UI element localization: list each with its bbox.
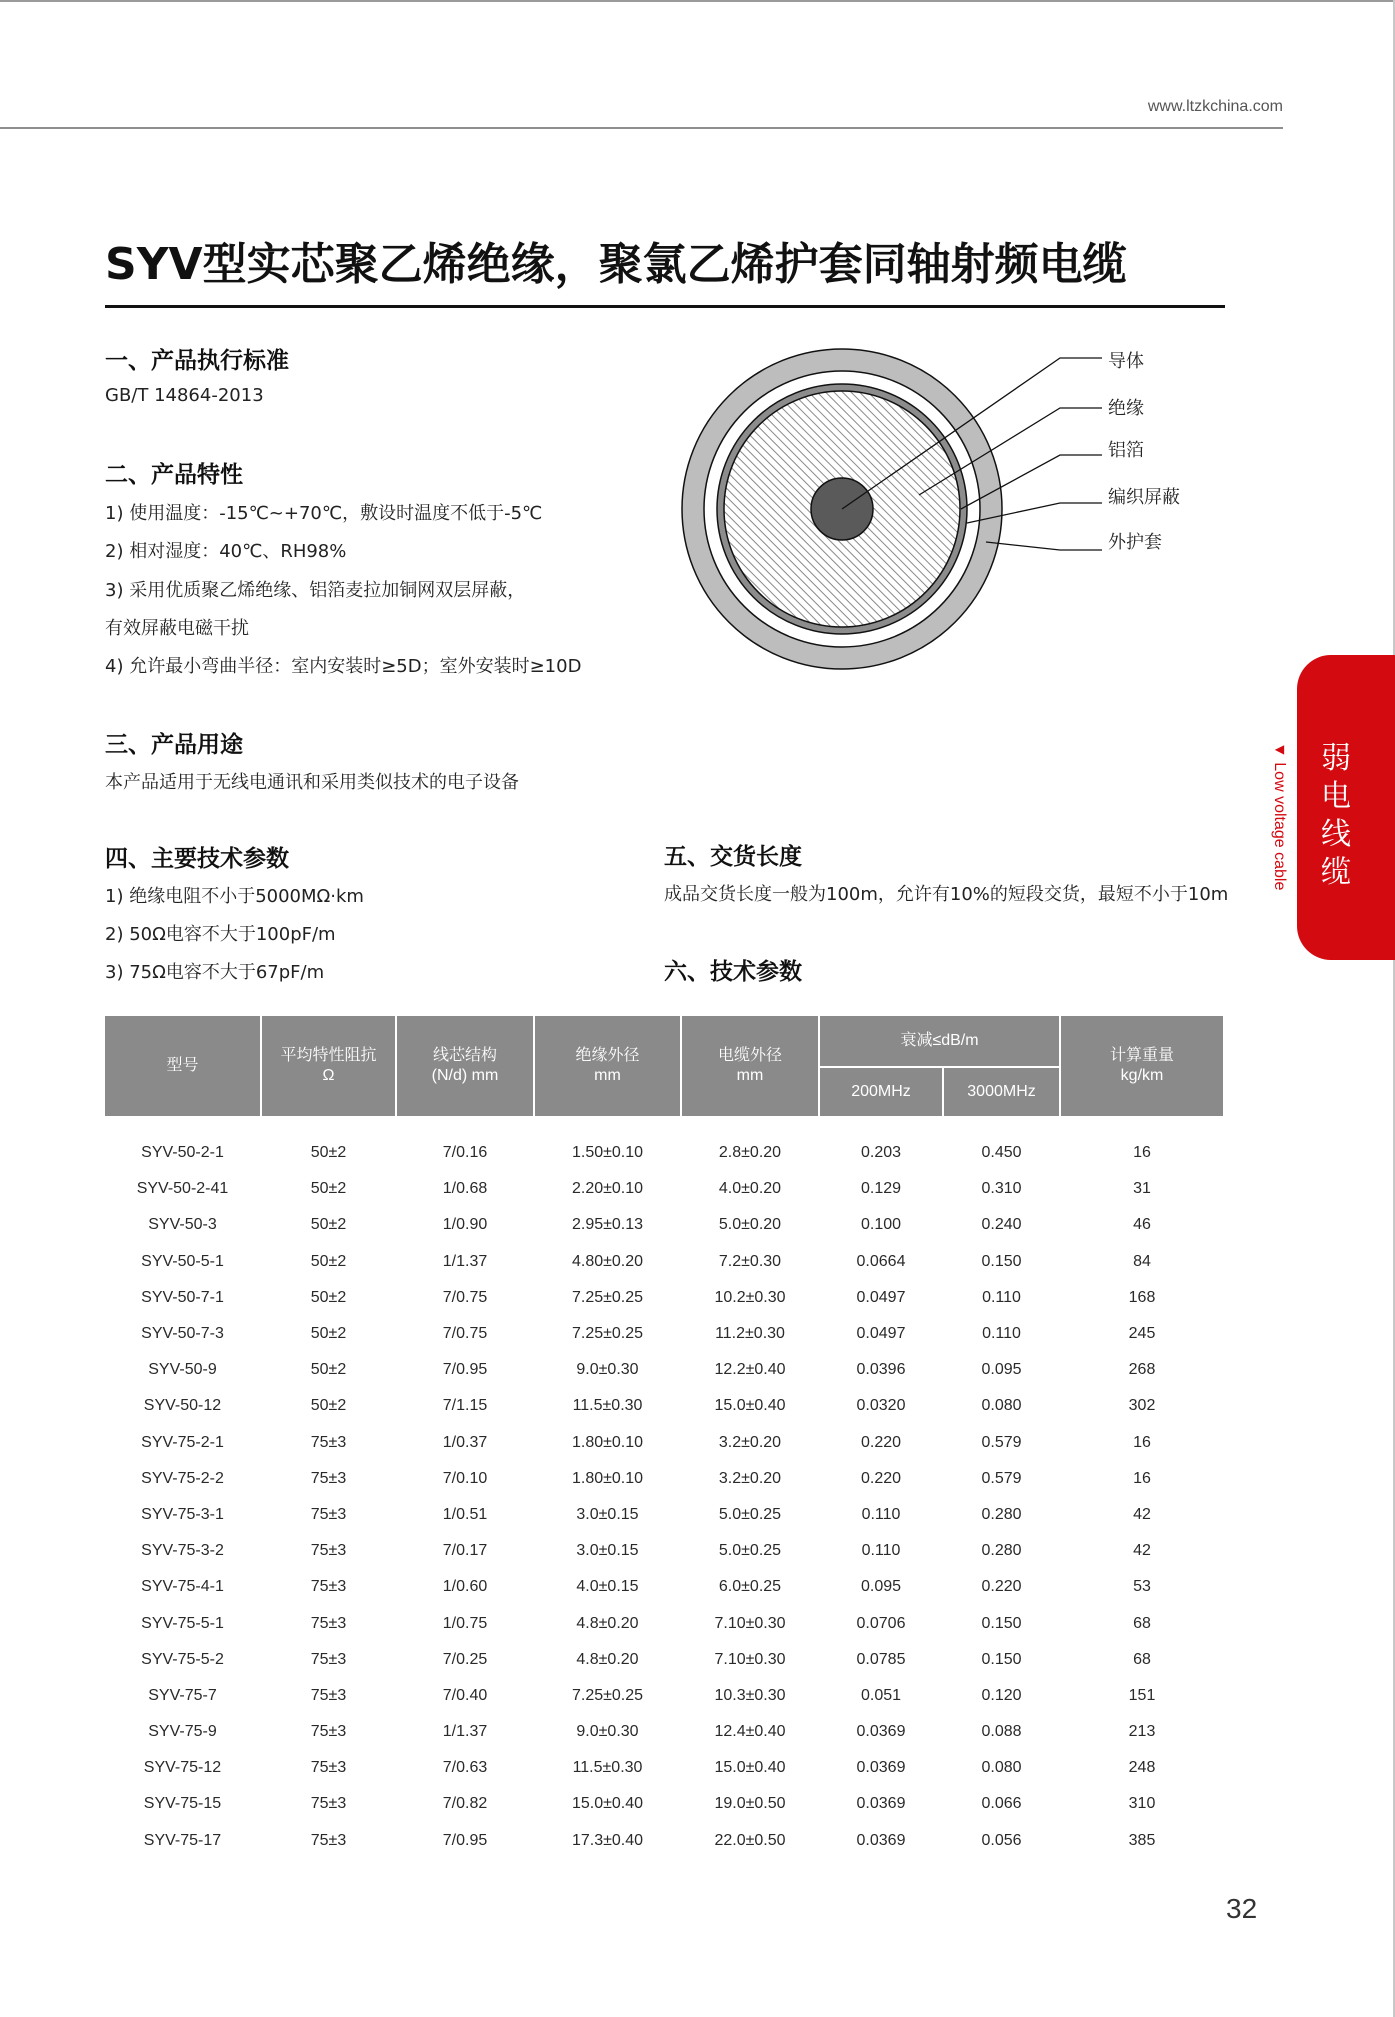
cell-impedance: 75±3 <box>262 1751 397 1787</box>
label-braid-shield: 编织屏蔽 <box>1108 487 1180 508</box>
cell-weight: 151 <box>1061 1679 1223 1715</box>
cell-insulation-od: 3.0±0.15 <box>535 1498 682 1534</box>
cell-impedance: 75±3 <box>262 1462 397 1498</box>
cell-weight: 310 <box>1061 1787 1223 1823</box>
cell-atten-3000: 0.056 <box>944 1824 1061 1860</box>
cell-model: SYV-50-9 <box>105 1353 262 1389</box>
cell-impedance: 50±2 <box>262 1136 397 1172</box>
cell-conductor: 7/0.82 <box>397 1787 535 1823</box>
cell-atten-3000: 0.080 <box>944 1389 1061 1425</box>
cell-insulation-od: 4.80±0.20 <box>535 1245 682 1281</box>
cell-atten-3000: 0.095 <box>944 1353 1061 1389</box>
cell-conductor: 1/0.37 <box>397 1426 535 1462</box>
cell-atten-3000: 0.088 <box>944 1715 1061 1751</box>
cell-atten-200: 0.110 <box>820 1534 944 1570</box>
cell-cable-od: 19.0±0.50 <box>682 1787 820 1823</box>
cell-impedance: 75±3 <box>262 1498 397 1534</box>
cell-atten-200: 0.100 <box>820 1208 944 1244</box>
table-row <box>105 1787 1223 1823</box>
cell-atten-3000: 0.120 <box>944 1679 1061 1715</box>
feature-line-3: 3) 采用优质聚乙烯绝缘、铝箔麦拉加铜网双层屏蔽， <box>105 580 526 601</box>
table-row <box>105 1824 1223 1860</box>
cell-cable-od: 4.0±0.20 <box>682 1172 820 1208</box>
table-row <box>105 1679 1223 1715</box>
cell-atten-3000: 0.220 <box>944 1570 1061 1606</box>
cell-atten-3000: 0.150 <box>944 1606 1061 1642</box>
cell-cable-od: 10.3±0.30 <box>682 1679 820 1715</box>
cell-model: SYV-75-5-1 <box>105 1606 262 1642</box>
cell-model: SYV-50-2-41 <box>105 1172 262 1208</box>
cell-cable-od: 5.0±0.25 <box>682 1534 820 1570</box>
cell-atten-200: 0.0369 <box>820 1787 944 1823</box>
cell-weight: 168 <box>1061 1281 1223 1317</box>
cell-insulation-od: 7.25±0.25 <box>535 1281 682 1317</box>
table-row <box>105 1643 1223 1679</box>
header-attenuation: 衰减≤dB/m <box>820 1016 1061 1068</box>
cell-cable-od: 10.2±0.30 <box>682 1281 820 1317</box>
cell-insulation-od: 9.0±0.30 <box>535 1353 682 1389</box>
cell-model: SYV-75-3-1 <box>105 1498 262 1534</box>
cell-atten-3000: 0.280 <box>944 1534 1061 1570</box>
header-3000mhz: 3000MHz <box>944 1068 1061 1118</box>
table-row <box>105 1462 1223 1498</box>
cell-atten-3000: 0.450 <box>944 1136 1061 1172</box>
cell-model: SYV-50-7-3 <box>105 1317 262 1353</box>
header-rule <box>0 127 1283 129</box>
cable-cross-section-diagram <box>660 330 1260 690</box>
page-title: SYV型实芯聚乙烯绝缘，聚氯乙烯护套同轴射频电缆 <box>105 239 1127 290</box>
cell-atten-3000: 0.579 <box>944 1462 1061 1498</box>
cell-conductor: 7/0.95 <box>397 1824 535 1860</box>
category-label-cn: 弱电线缆 <box>1321 741 1351 890</box>
feature-line-4: 4) 允许最小弯曲半径：室内安装时≥5D；室外安装时≥10D <box>105 656 582 677</box>
cell-atten-200: 0.220 <box>820 1462 944 1498</box>
cell-atten-3000: 0.080 <box>944 1751 1061 1787</box>
cell-cable-od: 11.2±0.30 <box>682 1317 820 1353</box>
header-model: 型号 <box>105 1016 262 1118</box>
cell-model: SYV-75-2-2 <box>105 1462 262 1498</box>
cell-cable-od: 12.2±0.40 <box>682 1353 820 1389</box>
cell-insulation-od: 9.0±0.30 <box>535 1715 682 1751</box>
cell-insulation-od: 11.5±0.30 <box>535 1389 682 1425</box>
cell-cable-od: 5.0±0.25 <box>682 1498 820 1534</box>
cell-atten-3000: 0.240 <box>944 1208 1061 1244</box>
cell-impedance: 75±3 <box>262 1426 397 1462</box>
cell-impedance: 75±3 <box>262 1715 397 1751</box>
cell-weight: 46 <box>1061 1208 1223 1244</box>
cell-cable-od: 3.2±0.20 <box>682 1426 820 1462</box>
cell-weight: 16 <box>1061 1426 1223 1462</box>
cell-atten-3000: 0.579 <box>944 1426 1061 1462</box>
cell-conductor: 1/0.90 <box>397 1208 535 1244</box>
cell-impedance: 50±2 <box>262 1208 397 1244</box>
cell-insulation-od: 7.25±0.25 <box>535 1679 682 1715</box>
cell-model: SYV-75-2-1 <box>105 1426 262 1462</box>
delivery-line: 成品交货长度一般为100m，允许有10%的短段交货，最短不小于10m <box>664 884 1229 905</box>
cell-cable-od: 7.10±0.30 <box>682 1606 820 1642</box>
cell-atten-3000: 0.150 <box>944 1643 1061 1679</box>
cell-atten-200: 0.220 <box>820 1426 944 1462</box>
table-row <box>105 1751 1223 1787</box>
section-usage-heading: 三、产品用途 <box>105 732 243 758</box>
header-cable-od: 电缆外径 mm <box>682 1016 820 1118</box>
cell-cable-od: 2.8±0.20 <box>682 1136 820 1172</box>
cell-atten-3000: 0.110 <box>944 1281 1061 1317</box>
cell-insulation-od: 7.25±0.25 <box>535 1317 682 1353</box>
section-features-heading: 二、产品特性 <box>105 462 243 488</box>
cell-insulation-od: 11.5±0.30 <box>535 1751 682 1787</box>
cell-atten-200: 0.095 <box>820 1570 944 1606</box>
header-impedance: 平均特性阻抗 Ω <box>262 1016 397 1118</box>
table-row <box>105 1172 1223 1208</box>
label-outer-jacket: 外护套 <box>1108 532 1162 553</box>
cell-cable-od: 7.10±0.30 <box>682 1643 820 1679</box>
page-number: 32 <box>1226 1893 1258 1924</box>
cell-impedance: 75±3 <box>262 1643 397 1679</box>
cell-atten-3000: 0.110 <box>944 1317 1061 1353</box>
category-label-en: ▼ Low voltage cable <box>1271 742 1288 891</box>
cell-weight: 42 <box>1061 1534 1223 1570</box>
cell-model: SYV-75-3-2 <box>105 1534 262 1570</box>
cell-cable-od: 15.0±0.40 <box>682 1751 820 1787</box>
cell-conductor: 1/0.68 <box>397 1172 535 1208</box>
cell-impedance: 50±2 <box>262 1317 397 1353</box>
leader-line-jacket <box>986 542 1102 550</box>
top-border <box>0 0 1395 2</box>
section-tech-params-heading: 六、技术参数 <box>664 959 802 985</box>
cell-conductor: 7/0.75 <box>397 1281 535 1317</box>
cell-weight: 302 <box>1061 1389 1223 1425</box>
cell-weight: 245 <box>1061 1317 1223 1353</box>
cell-atten-200: 0.129 <box>820 1172 944 1208</box>
cell-cable-od: 6.0±0.25 <box>682 1570 820 1606</box>
table-row <box>105 1426 1223 1462</box>
cell-insulation-od: 3.0±0.15 <box>535 1534 682 1570</box>
table-row <box>105 1281 1223 1317</box>
label-foil: 铝箔 <box>1108 440 1144 461</box>
cell-insulation-od: 17.3±0.40 <box>535 1824 682 1860</box>
table-row <box>105 1498 1223 1534</box>
table-row <box>105 1353 1223 1389</box>
cell-impedance: 50±2 <box>262 1172 397 1208</box>
cell-impedance: 50±2 <box>262 1353 397 1389</box>
cell-impedance: 50±2 <box>262 1245 397 1281</box>
section-delivery-heading: 五、交货长度 <box>664 844 802 870</box>
header-weight: 计算重量 kg/km <box>1061 1016 1223 1118</box>
table-row <box>105 1245 1223 1281</box>
cell-model: SYV-75-4-1 <box>105 1570 262 1606</box>
cell-conductor: 1/0.51 <box>397 1498 535 1534</box>
cell-atten-200: 0.0497 <box>820 1281 944 1317</box>
cell-impedance: 75±3 <box>262 1679 397 1715</box>
cell-atten-200: 0.0706 <box>820 1606 944 1642</box>
usage-line: 本产品适用于无线电通讯和采用类似技术的电子设备 <box>105 772 519 793</box>
feature-line-1: 1) 使用温度：-15℃~+70℃，敷设时温度不低于-5℃ <box>105 503 543 524</box>
cell-weight: 84 <box>1061 1245 1223 1281</box>
cell-conductor: 1/1.37 <box>397 1715 535 1751</box>
cell-atten-200: 0.203 <box>820 1136 944 1172</box>
cell-insulation-od: 2.20±0.10 <box>535 1172 682 1208</box>
cell-conductor: 7/1.15 <box>397 1389 535 1425</box>
cell-conductor: 7/0.63 <box>397 1751 535 1787</box>
cell-conductor: 7/0.10 <box>397 1462 535 1498</box>
table-row <box>105 1570 1223 1606</box>
category-label-en-wrapper <box>1266 742 1292 912</box>
table-row <box>105 1317 1223 1353</box>
cell-weight: 16 <box>1061 1136 1223 1172</box>
cell-atten-3000: 0.066 <box>944 1787 1061 1823</box>
label-insulation: 绝缘 <box>1108 398 1144 419</box>
cell-model: SYV-50-3 <box>105 1208 262 1244</box>
cell-weight: 31 <box>1061 1172 1223 1208</box>
cell-cable-od: 7.2±0.30 <box>682 1245 820 1281</box>
cell-atten-3000: 0.310 <box>944 1172 1061 1208</box>
cell-conductor: 7/0.95 <box>397 1353 535 1389</box>
cell-insulation-od: 4.0±0.15 <box>535 1570 682 1606</box>
cell-conductor: 7/0.40 <box>397 1679 535 1715</box>
header-insulation-od: 绝缘外径 mm <box>535 1016 682 1118</box>
table-row <box>105 1534 1223 1570</box>
cell-atten-3000: 0.280 <box>944 1498 1061 1534</box>
section-standard-line: GB/T 14864-2013 <box>105 385 264 406</box>
cell-impedance: 75±3 <box>262 1787 397 1823</box>
cell-conductor: 1/1.37 <box>397 1245 535 1281</box>
cell-impedance: 50±2 <box>262 1389 397 1425</box>
feature-line-3-cont: 有效屏蔽电磁干扰 <box>105 618 249 639</box>
cell-insulation-od: 1.80±0.10 <box>535 1426 682 1462</box>
cell-impedance: 75±3 <box>262 1606 397 1642</box>
cell-model: SYV-50-7-1 <box>105 1281 262 1317</box>
cell-weight: 68 <box>1061 1606 1223 1642</box>
cell-impedance: 75±3 <box>262 1824 397 1860</box>
main-param-line-1: 1) 绝缘电阻不小于5000MΩ·km <box>105 886 364 907</box>
table-row <box>105 1715 1223 1751</box>
cell-model: SYV-75-7 <box>105 1679 262 1715</box>
cell-insulation-od: 2.95±0.13 <box>535 1208 682 1244</box>
cell-conductor: 7/0.75 <box>397 1317 535 1353</box>
cell-insulation-od: 1.80±0.10 <box>535 1462 682 1498</box>
cell-atten-200: 0.0320 <box>820 1389 944 1425</box>
cell-model: SYV-75-12 <box>105 1751 262 1787</box>
cell-model: SYV-50-12 <box>105 1389 262 1425</box>
cell-weight: 53 <box>1061 1570 1223 1606</box>
cell-weight: 248 <box>1061 1751 1223 1787</box>
cell-weight: 42 <box>1061 1498 1223 1534</box>
cell-atten-200: 0.0369 <box>820 1715 944 1751</box>
cell-cable-od: 5.0±0.20 <box>682 1208 820 1244</box>
cell-weight: 385 <box>1061 1824 1223 1860</box>
header-conductor: 线芯结构 (N/d) mm <box>397 1016 535 1118</box>
cell-atten-200: 0.0497 <box>820 1317 944 1353</box>
cell-impedance: 75±3 <box>262 1534 397 1570</box>
spec-table <box>105 1016 1223 1860</box>
main-param-line-2: 2) 50Ω电容不大于100pF/m <box>105 924 336 945</box>
cell-model: SYV-75-17 <box>105 1824 262 1860</box>
main-param-line-3: 3) 75Ω电容不大于67pF/m <box>105 962 325 983</box>
section-main-params-heading: 四、主要技术参数 <box>105 846 289 872</box>
title-rule <box>105 305 1225 308</box>
table-row <box>105 1389 1223 1425</box>
cell-conductor: 1/0.75 <box>397 1606 535 1642</box>
cell-cable-od: 12.4±0.40 <box>682 1715 820 1751</box>
cell-weight: 268 <box>1061 1353 1223 1389</box>
cell-insulation-od: 4.8±0.20 <box>535 1606 682 1642</box>
label-conductor: 导体 <box>1108 351 1144 372</box>
cell-impedance: 75±3 <box>262 1570 397 1606</box>
cell-weight: 213 <box>1061 1715 1223 1751</box>
feature-line-2: 2) 相对湿度：40℃、RH98% <box>105 541 347 562</box>
cell-cable-od: 15.0±0.40 <box>682 1389 820 1425</box>
table-row <box>105 1136 1223 1172</box>
cell-cable-od: 3.2±0.20 <box>682 1462 820 1498</box>
header-200mhz: 200MHz <box>820 1068 944 1118</box>
cell-insulation-od: 15.0±0.40 <box>535 1787 682 1823</box>
cell-atten-200: 0.0664 <box>820 1245 944 1281</box>
cell-conductor: 1/0.60 <box>397 1570 535 1606</box>
cell-atten-200: 0.0396 <box>820 1353 944 1389</box>
cell-atten-3000: 0.150 <box>944 1245 1061 1281</box>
cell-atten-200: 0.0785 <box>820 1643 944 1679</box>
site-url: www.ltzkchina.com <box>1147 98 1283 115</box>
cell-conductor: 7/0.17 <box>397 1534 535 1570</box>
table-row <box>105 1606 1223 1642</box>
cell-conductor: 7/0.25 <box>397 1643 535 1679</box>
cell-weight: 68 <box>1061 1643 1223 1679</box>
cell-insulation-od: 1.50±0.10 <box>535 1136 682 1172</box>
cell-insulation-od: 4.8±0.20 <box>535 1643 682 1679</box>
table-row <box>105 1208 1223 1244</box>
cell-model: SYV-75-15 <box>105 1787 262 1823</box>
cell-atten-200: 0.0369 <box>820 1824 944 1860</box>
cell-conductor: 7/0.16 <box>397 1136 535 1172</box>
section-standard-heading: 一、产品执行标准 <box>105 348 289 374</box>
cell-weight: 16 <box>1061 1462 1223 1498</box>
cell-impedance: 50±2 <box>262 1281 397 1317</box>
cell-atten-200: 0.0369 <box>820 1751 944 1787</box>
cell-cable-od: 22.0±0.50 <box>682 1824 820 1860</box>
cell-model: SYV-75-5-2 <box>105 1643 262 1679</box>
cell-atten-200: 0.110 <box>820 1498 944 1534</box>
cell-model: SYV-50-5-1 <box>105 1245 262 1281</box>
cell-model: SYV-50-2-1 <box>105 1136 262 1172</box>
cell-model: SYV-75-9 <box>105 1715 262 1751</box>
cell-atten-200: 0.051 <box>820 1679 944 1715</box>
